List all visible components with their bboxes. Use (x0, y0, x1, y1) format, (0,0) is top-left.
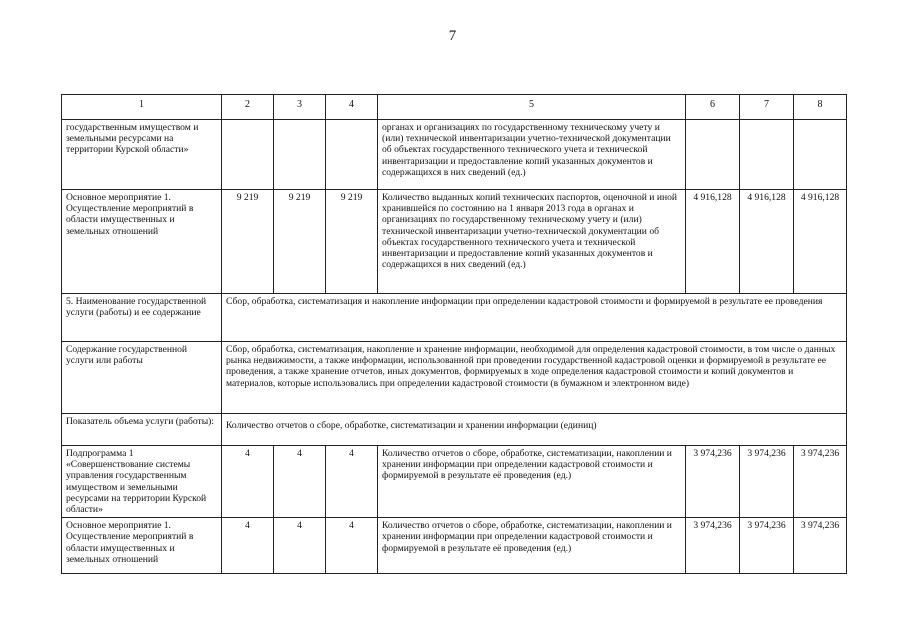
page-number: 7 (448, 28, 457, 44)
section-label: 5. Наименование государственной услуги (работы) и ее содержание (62, 294, 222, 342)
value-cell: 4 916,128 (686, 190, 740, 294)
value-cell (274, 120, 326, 190)
header-cell: 2 (222, 95, 274, 120)
value-cell: 9 219 (326, 190, 378, 294)
row-label: государственным имуществом и земельными ресурсами на территории Курской области» (62, 120, 222, 190)
header-cell: 5 (378, 95, 686, 120)
table-row (62, 190, 847, 294)
value-cell: 3 974,236 (740, 518, 794, 574)
value-cell: 4 (326, 518, 378, 574)
header-cell: 6 (686, 95, 740, 120)
value-cell: 9 219 (222, 190, 274, 294)
row-label: Основное мероприятие 1. Осуществление мероприятий в области имущественных и земельных отношений (62, 190, 222, 294)
value-cell: 4 (326, 446, 378, 518)
value-cell: 3 974,236 (740, 446, 794, 518)
value-cell: 4 916,128 (794, 190, 847, 294)
table-row (62, 518, 847, 574)
row-label: Основное мероприятие 1. Осуществление мероприятий в области имущественных и земельных отношений (62, 518, 222, 574)
value-cell (686, 120, 740, 190)
indicator-description: органах и организациях по государственному техническому учету и (или) технической инвентаризации учетно-технической документации об объектах государственного технического учета и технической инвентаризации и предоставление копий указанных документов и содержащихся в них сведений (ед.) (378, 120, 686, 190)
indicator-description: Количество отчетов о сборе, обработке, систематизации, накоплении и хранении информации при определении кадастровой стоимости и формируемой в результате её проведения (ед.) (378, 518, 686, 574)
program-table (61, 94, 847, 574)
header-cell: 8 (794, 95, 847, 120)
table-row (62, 120, 847, 190)
header-cell: 3 (274, 95, 326, 120)
value-cell: 4 (274, 518, 326, 574)
row-label: Подпрограмма 1 «Совершенствование системы управления государственным имуществом и земельными ресурсами на территории Курской области» (62, 446, 222, 518)
value-cell: 4 (222, 446, 274, 518)
table-row (62, 446, 847, 518)
header-row (62, 95, 847, 120)
value-cell: 3 974,236 (686, 518, 740, 574)
content-label: Содержание государственной услуги или работы (62, 342, 222, 414)
section-text: Сбор, обработка, систематизация и накопление информации при определении кадастровой стоимости и формируемой в результате ее проведения (222, 294, 847, 342)
value-cell (222, 120, 274, 190)
indicator-description: Количество отчетов о сборе, обработке, систематизации, накоплении и хранении информации при определении кадастровой стоимости и формируемой в результате её проведения (ед.) (378, 446, 686, 518)
header-cell: 1 (62, 95, 222, 120)
indicator-row (62, 414, 847, 446)
value-cell: 9 219 (274, 190, 326, 294)
value-cell: 4 (274, 446, 326, 518)
value-cell: 4 916,128 (740, 190, 794, 294)
content-row (62, 342, 847, 414)
value-cell (326, 120, 378, 190)
value-cell: 3 974,236 (686, 446, 740, 518)
indicator-text: Количество отчетов о сборе, обработке, систематизации и хранении информации (единиц) (222, 414, 847, 446)
content-text: Сбор, обработка, систематизация, накопление и хранение информации, необходимой для определения кадастровой стоимости, в том числе о данных рынка недвижимости, а также информации, использованной при проведении государственной кадастровой оценки и формируемой в результате ее проведения, а также хранение отчетов, иных документов, формируемых в ходе определения кадастровой стоимости и копий документов и материалов, которые использовались при определении кадастровой стоимости (в бумажном и электронном виде) (222, 342, 847, 414)
value-cell (740, 120, 794, 190)
value-cell: 4 (222, 518, 274, 574)
value-cell (794, 120, 847, 190)
header-cell: 7 (740, 95, 794, 120)
header-cell: 4 (326, 95, 378, 120)
section-row (62, 294, 847, 342)
value-cell: 3 974,236 (794, 446, 847, 518)
indicator-description: Количество выданных копий технических паспортов, оценочной и иной хранившейся по состоянию на 1 января 2013 года в органах и организациях по государственному техническому учету и (или) технической инвентаризации учетно-технической документации об объектах государственного технического учета и технической инвентаризации и предоставление копий указанных документов и содержащихся в них сведений (ед.) (378, 190, 686, 294)
value-cell: 3 974,236 (794, 518, 847, 574)
indicator-label: Показатель объема услуги (работы): (62, 414, 222, 446)
